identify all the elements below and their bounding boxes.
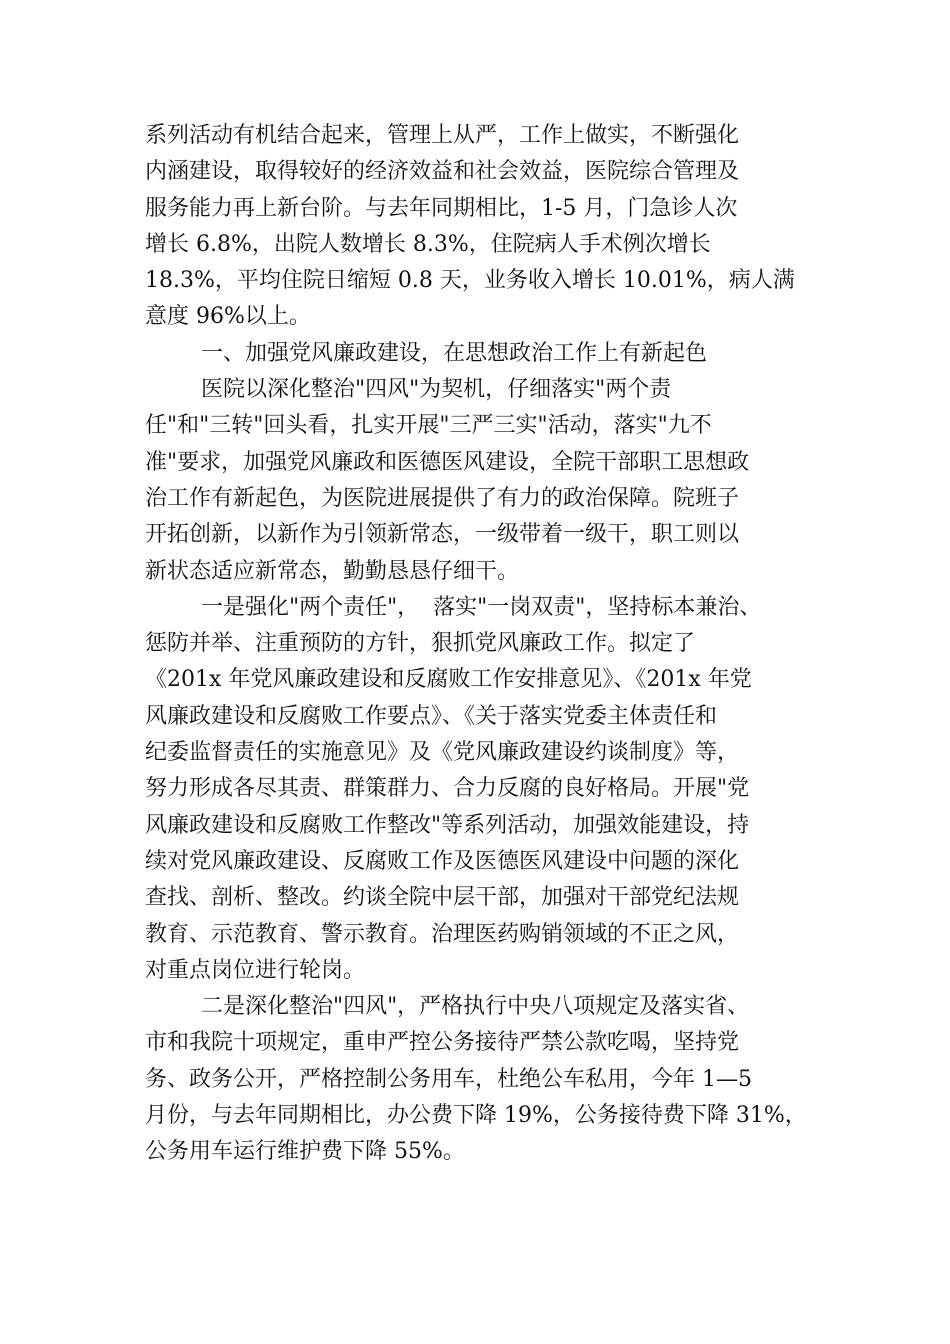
text-line: 教育、示范教育、警示教育。治理医药购销领域的不正之风， [145,921,740,947]
text-line: 增长 6.8%，出院人数增长 8.3%，住院病人手术例次增长 [145,231,711,257]
text-line: 意度 96%以上。 [145,304,311,330]
text-line: 风廉政建设和反腐败工作要点》、《关于落实党委主体责任和 [145,703,718,729]
text-line: 内涵建设，取得较好的经济效益和社会效益，医院综合管理及 [145,159,740,185]
text-line: 二是深化整治"四风"，严格执行中央八项规定及落实省、 [145,994,750,1020]
document-body [145,118,825,1171]
text-line: 务、政务公开，严格控制公务用车，杜绝公车私用，今年 1—5 [145,1066,752,1092]
text-line: 努力形成各尽其责、群策群力、合力反腐的良好格局。开展"党 [145,776,750,802]
text-line: 风廉政建设和反腐败工作整改"等系列活动，加强效能建设，持 [145,812,750,838]
text-line: 开拓创新，以新作为引领新常态，一级带着一级干，职工则以 [145,522,740,548]
text-line: 查找、剖析、整改。约谈全院中层干部，加强对干部党纪法规 [145,885,740,911]
text-line: 纪委监督责任的实施意见》及《党风廉政建设约谈制度》等， [145,740,740,766]
text-line: 医院以深化整治"四风"为契机，仔细落实"两个责 [145,377,672,403]
text-line: 惩防并举、注重预防的方针，狠抓党风廉政工作。拟定了 [145,631,696,657]
text-line: 服务能力再上新台阶。与去年同期相比，1-5 月，门急诊人次 [145,195,738,221]
text-line: 月份，与去年同期相比，办公费下降 19%，公务接待费下降 31%， [145,1103,807,1129]
text-line: 市和我院十项规定，重申严控公务接待严禁公款吃喝，坚持党 [145,1030,740,1056]
text-line: 《201x 年党风廉政建设和反腐败工作安排意见》、《201x 年党 [145,667,752,693]
text-line: 18.3%，平均住院日缩短 0.8 天，业务收入增长 10.01%，病人满 [145,268,795,294]
text-line: 续对党风廉政建设、反腐败工作及医德医风建设中问题的深化 [145,848,740,874]
section-heading: 一、加强党风廉政建设，在思想政治工作上有新起色 [145,340,707,366]
text-line: 新状态适应新常态，勤勤恳恳仔细干。 [145,558,520,584]
text-line: 对重点岗位进行轮岗。 [145,957,366,983]
text-line: 准"要求，加强党风廉政和医德医风建设，全院干部职工思想政 [145,449,750,475]
text-line: 任"和"三转"回头看，扎实开展"三严三实"活动，落实"九不 [145,413,712,439]
text-line: 治工作有新起色，为医院进展提供了有力的政治保障。院班子 [145,485,740,511]
text-line: 公务用车运行维护费下降 55%。 [145,1139,465,1165]
text-line: 一是强化"两个责任"， 落实"一岗双责"，坚持标本兼治、 [145,594,762,620]
text-line: 系列活动有机结合起来，管理上从严，工作上做实，不断强化 [145,123,740,148]
